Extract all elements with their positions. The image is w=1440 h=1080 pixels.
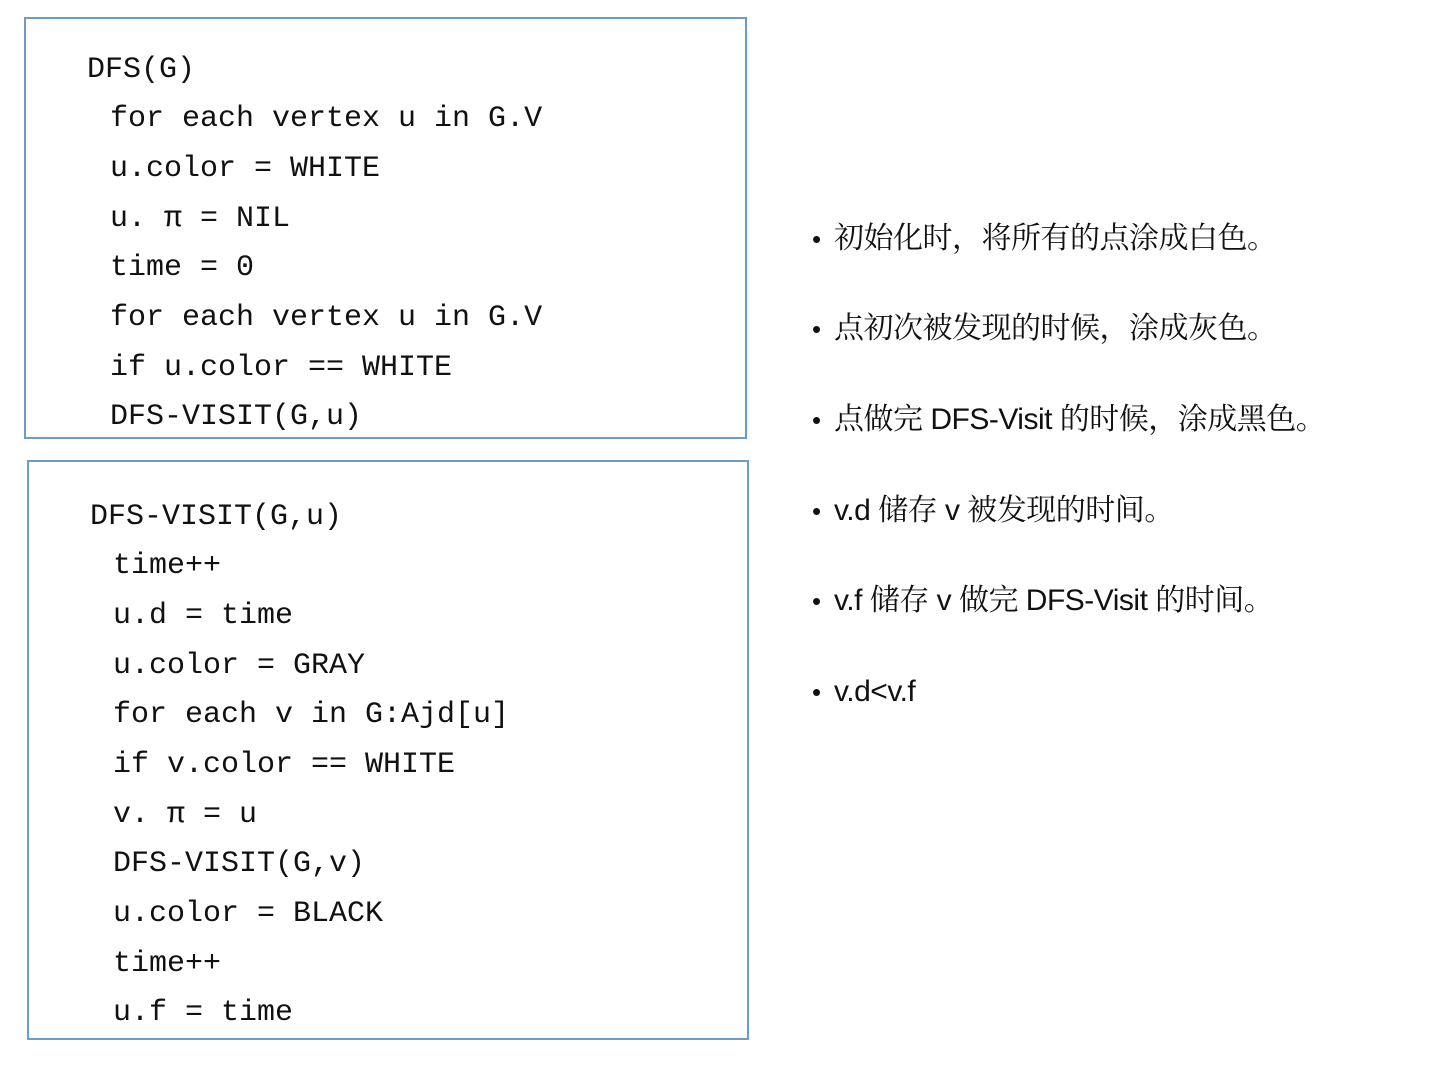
dfs-code-line-1: DFS(G) bbox=[87, 53, 196, 87]
note-item bbox=[812, 672, 915, 712]
visit-code-line-1: DFS-VISIT(G,u) bbox=[90, 500, 343, 534]
note-item bbox=[812, 400, 1325, 440]
note-text: v.f 储存 v 做完 DFS-Visit 的时间。 bbox=[834, 584, 1274, 617]
visit-code-line-4: u.color = GRAY bbox=[113, 649, 366, 683]
bullet-icon: • bbox=[812, 224, 821, 254]
note-item bbox=[812, 309, 1277, 349]
note-item bbox=[812, 581, 1273, 621]
bullet-icon: • bbox=[812, 314, 821, 344]
bullet-icon: • bbox=[812, 496, 821, 526]
visit-code-line-6: if v.color == WHITE bbox=[113, 748, 456, 782]
dfs-code-line-7: if u.color == WHITE bbox=[110, 351, 453, 385]
note-item bbox=[812, 491, 1174, 531]
note-text: 点做完 DFS-Visit 的时候，涂成黑色。 bbox=[834, 403, 1326, 436]
dfs-code-line-3: u.color = WHITE bbox=[110, 152, 381, 186]
visit-code-line-10: time++ bbox=[113, 947, 222, 981]
visit-code-line-8: DFS-VISIT(G,v) bbox=[113, 847, 366, 881]
dfs-code-line-4: u. π = NIL bbox=[110, 202, 291, 236]
note-item bbox=[812, 219, 1277, 259]
visit-code-line-2: time++ bbox=[113, 549, 222, 583]
visit-code-line-3: u.d = time bbox=[113, 599, 294, 633]
dfs-code-line-6: for each vertex u in G.V bbox=[110, 301, 543, 335]
dfs-visit-code-box bbox=[27, 460, 749, 1040]
notes-list bbox=[812, 0, 1432, 1080]
note-text: v.d 储存 v 被发现的时间。 bbox=[834, 494, 1174, 527]
dfs-code-line-5: time = 0 bbox=[110, 251, 255, 285]
note-text: 点初次被发现的时候，涂成灰色。 bbox=[834, 312, 1277, 345]
bullet-icon: • bbox=[812, 586, 821, 616]
dfs-code-line-8: DFS-VISIT(G,u) bbox=[110, 400, 363, 434]
visit-code-line-9: u.color = BLACK bbox=[113, 897, 384, 931]
note-text: 初始化时，将所有的点涂成白色。 bbox=[834, 222, 1277, 255]
bullet-icon: • bbox=[812, 677, 821, 707]
visit-code-line-7: v. π = u bbox=[113, 798, 258, 832]
dfs-code-line-2: for each vertex u in G.V bbox=[110, 102, 543, 136]
dfs-code-box bbox=[24, 17, 747, 439]
note-text: v.d<v.f bbox=[834, 675, 916, 708]
visit-code-line-11: u.f = time bbox=[113, 996, 294, 1030]
bullet-icon: • bbox=[812, 405, 821, 435]
visit-code-line-5: for each v in G:Ajd[u] bbox=[113, 698, 510, 732]
